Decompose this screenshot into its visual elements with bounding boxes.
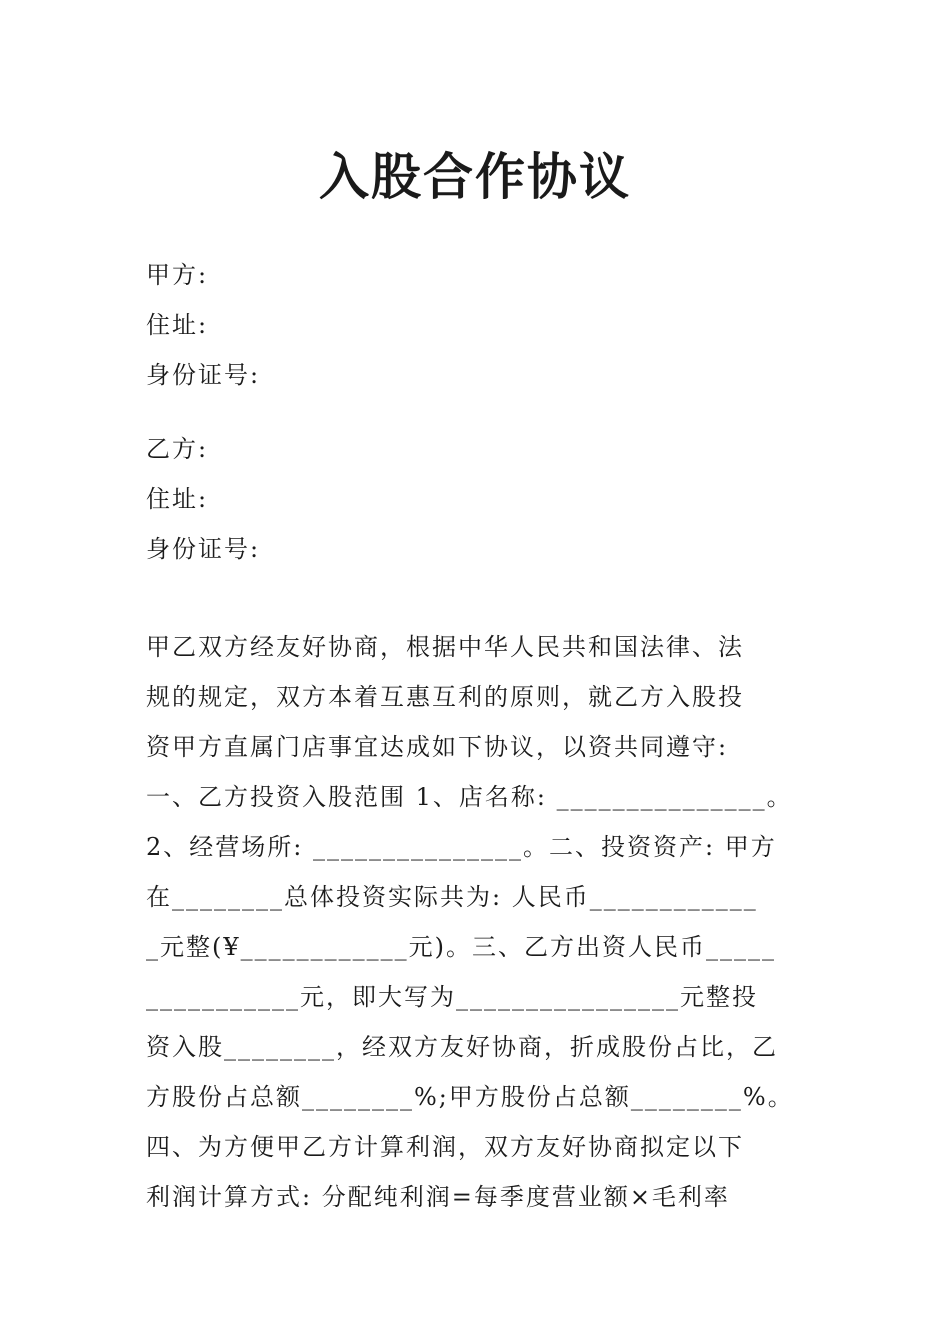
body-line: 在________总体投资实际共为: 人民币____________ bbox=[146, 883, 758, 911]
body-line: 方股份占总额________%;甲方股份占总额________%。 bbox=[146, 1083, 794, 1111]
party-b-address-label: 住址: bbox=[146, 485, 209, 513]
party-a-address-label: 住址: bbox=[146, 311, 209, 339]
body-line: 资入股________，经双方友好协商，折成股份占比，乙 bbox=[146, 1033, 778, 1061]
body-line: 利润计算方式: 分配纯利润=每季度营业额×毛利率 bbox=[146, 1183, 730, 1211]
document-title: 入股合作协议 bbox=[319, 147, 631, 206]
body-line: ___________元，即大写为________________元整投 bbox=[146, 983, 758, 1011]
agreement-body bbox=[146, 622, 810, 1222]
party-a-id-label: 身份证号: bbox=[146, 361, 261, 389]
party-b-block bbox=[146, 424, 806, 574]
body-line: _元整(¥____________元)。三、乙方出资人民币_____ bbox=[146, 933, 776, 961]
body-line: 四、为方便甲乙方计算利润，双方友好协商拟定以下 bbox=[146, 1133, 744, 1161]
body-line: 2、经营场所: _______________。二、投资资产: 甲方 bbox=[146, 833, 777, 861]
body-line: 甲乙双方经友好协商，根据中华人民共和国法律、法 bbox=[146, 633, 744, 661]
party-b-id-label: 身份证号: bbox=[146, 535, 261, 563]
body-line: 资甲方直属门店事宜达成如下协议，以资共同遵守: bbox=[146, 733, 729, 761]
body-line: 规的规定，双方本着互惠互利的原则，就乙方入股投 bbox=[146, 683, 744, 711]
party-a-block bbox=[146, 250, 806, 400]
body-line: 一、乙方投资入股范围 1、店名称: _______________。 bbox=[146, 783, 793, 811]
party-b-name-label: 乙方: bbox=[146, 435, 209, 463]
party-a-name-label: 甲方: bbox=[146, 261, 209, 289]
